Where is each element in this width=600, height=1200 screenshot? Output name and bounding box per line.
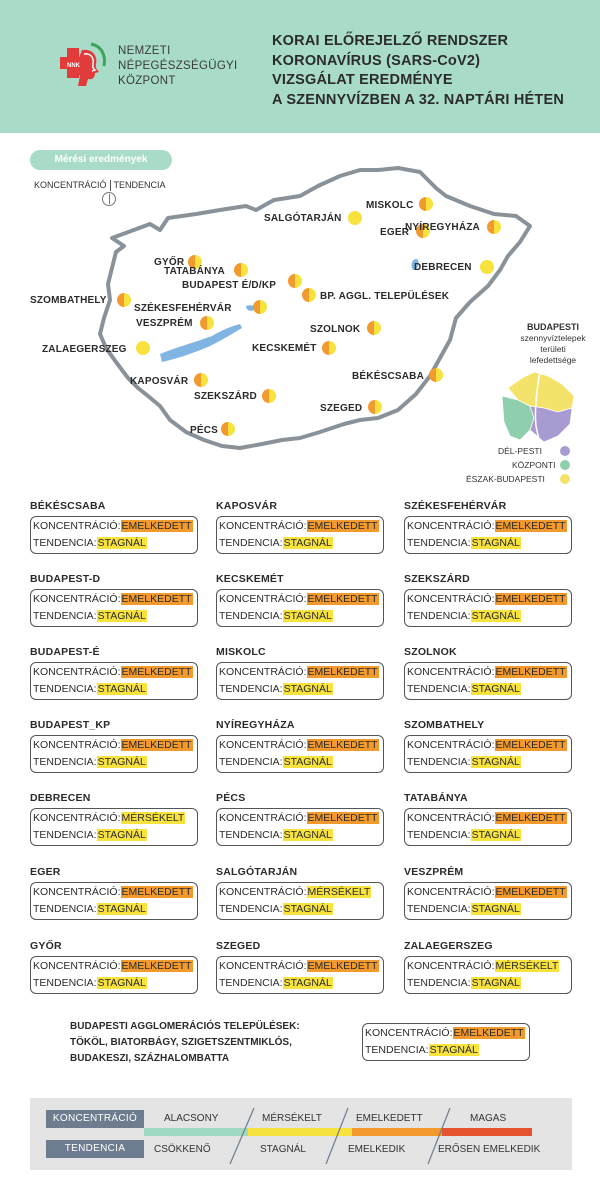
trend-row: [407, 756, 521, 768]
trend-row: [407, 829, 521, 841]
city-card: [404, 882, 572, 920]
inset-legend-eszak: ÉSZAK-BUDAPESTI: [466, 474, 545, 484]
map-city-indicator-icon: [288, 274, 302, 288]
conc-row: [219, 886, 371, 898]
map-city-label: VESZPRÉM: [136, 318, 193, 329]
city-card: [216, 735, 384, 773]
trend-value: STAGNÁL: [97, 537, 146, 549]
scale-csokkeno: CSÖKKENŐ: [154, 1144, 211, 1155]
agglomeration-text: [70, 1019, 300, 1067]
card-city-name: BUDAPEST_KP: [30, 719, 111, 731]
trend-row: [33, 977, 147, 989]
card-city-name: MISKOLC: [216, 646, 266, 658]
map-city-indicator-icon: [419, 197, 433, 211]
trend-label: TENDENCIA:: [365, 1044, 429, 1056]
conc-row: [407, 666, 567, 678]
legend-concentration: KONCENTRÁCIÓ: [34, 180, 107, 190]
map-city-indicator-icon: [322, 341, 336, 355]
budapest-inset-title: [508, 322, 598, 366]
conc-row: [219, 666, 379, 678]
trend-label: TENDENCIA:: [407, 903, 471, 915]
conc-row: [219, 593, 379, 605]
inset-title-line: BUDAPESTI: [526, 322, 579, 332]
trend-value: STAGNÁL: [283, 756, 332, 768]
map-city-label: EGER: [380, 227, 410, 238]
conc-value: EMELKEDETT: [307, 960, 378, 972]
conc-value: EMELKEDETT: [495, 886, 566, 898]
map-city-label: BÉKÉSCSABA: [352, 371, 425, 382]
conc-value: EMELKEDETT: [121, 739, 192, 751]
org-line: NEMZETI: [118, 45, 171, 57]
map-city-indicator-icon: [348, 211, 362, 225]
conc-row: [219, 960, 379, 972]
map-city-indicator-icon: [368, 400, 382, 414]
inset-title-line: területi: [540, 344, 566, 354]
logo-badge-text: NNK: [67, 63, 80, 69]
conc-value: MÉRSÉKELT: [495, 960, 559, 972]
conc-row: [407, 593, 567, 605]
trend-value: STAGNÁL: [471, 537, 520, 549]
trend-value: STAGNÁL: [283, 683, 332, 695]
conc-row: [33, 812, 185, 824]
city-card: [404, 956, 572, 994]
title-line: A SZENNYVÍZBEN A 32. NAPTÁRI HÉTEN: [272, 91, 564, 108]
card-city-name: SALGÓTARJÁN: [216, 866, 298, 878]
conc-label: KONCENTRÁCIÓ:: [219, 593, 307, 605]
kozponti-swatch: [560, 460, 570, 470]
agg-line: BUDAPESTI AGGLOMERÁCIÓS TELEPÜLÉSEK:: [70, 1021, 300, 1032]
city-card: [216, 956, 384, 994]
trend-row: [407, 610, 521, 622]
map-city-label: KAPOSVÁR: [130, 376, 189, 387]
map-city-indicator-icon: [117, 293, 131, 307]
conc-label: KONCENTRÁCIÓ:: [407, 812, 495, 824]
conc-row: [219, 520, 379, 532]
map-city-indicator-icon: [262, 389, 276, 403]
trend-value: STAGNÁL: [97, 977, 146, 989]
conc-value: EMELKEDETT: [495, 739, 566, 751]
trend-row: [219, 903, 333, 915]
conc-value: EMELKEDETT: [307, 666, 378, 678]
conc-label: KONCENTRÁCIÓ:: [33, 960, 121, 972]
trend-label: TENDENCIA:: [407, 829, 471, 841]
conc-row: [33, 960, 193, 972]
map-city-label: TATABÁNYA: [164, 266, 225, 277]
map-city-label: SZÉKESFEHÉRVÁR: [134, 303, 232, 314]
scale-stagnal: STAGNÁL: [260, 1144, 306, 1155]
trend-label: TENDENCIA:: [33, 829, 97, 841]
map-city-indicator-icon: [136, 341, 150, 355]
conc-row: [407, 520, 567, 532]
trend-label: TENDENCIA:: [219, 683, 283, 695]
conc-label: KONCENTRÁCIÓ:: [33, 520, 121, 532]
map-city-indicator-icon: [200, 316, 214, 330]
conc-value: EMELKEDETT: [307, 593, 378, 605]
trend-label: TENDENCIA:: [33, 683, 97, 695]
trend-row: [219, 829, 333, 841]
map-city-label: GYŐR: [154, 257, 185, 268]
trend-value: STAGNÁL: [283, 903, 332, 915]
conc-label: KONCENTRÁCIÓ:: [33, 812, 121, 824]
trend-label: TENDENCIA:: [407, 683, 471, 695]
trend-label: TENDENCIA:: [33, 903, 97, 915]
map-city-label: KECSKEMÉT: [252, 343, 317, 354]
scale-alacsony: ALACSONY: [164, 1113, 219, 1124]
trend-value: STAGNÁL: [283, 610, 332, 622]
conc-value: EMELKEDETT: [495, 812, 566, 824]
conc-label: KONCENTRÁCIÓ:: [407, 886, 495, 898]
map-city-label: ZALAEGERSZEG: [42, 344, 127, 355]
conc-label: KONCENTRÁCIÓ:: [219, 812, 307, 824]
city-card: [30, 882, 198, 920]
conc-value: EMELKEDETT: [307, 520, 378, 532]
card-city-name: KAPOSVÁR: [216, 500, 278, 512]
conc-row: [407, 960, 559, 972]
trend-label: TENDENCIA:: [33, 537, 97, 549]
trend-row: [219, 756, 333, 768]
conc-row: [219, 739, 379, 751]
trend-row: [407, 537, 521, 549]
conc-label: KONCENTRÁCIÓ:: [407, 960, 495, 972]
map-city-indicator-icon: [487, 220, 501, 234]
city-card: [30, 956, 198, 994]
map-city-indicator-icon: [234, 263, 248, 277]
agglomeration-card: [362, 1023, 530, 1061]
city-card: [216, 808, 384, 846]
trend-label: TENDENCIA:: [219, 829, 283, 841]
trend-row: [33, 537, 147, 549]
trend-value: STAGNÁL: [471, 829, 520, 841]
card-city-name: VESZPRÉM: [404, 866, 464, 878]
map-city-label: SALGÓTARJÁN: [264, 213, 342, 224]
inset-title-line: lefedettsége: [529, 355, 577, 365]
city-card: [30, 808, 198, 846]
map-city-label: BUDAPEST É/D/KP: [182, 280, 277, 291]
map-city-indicator-icon: [194, 373, 208, 387]
scale-emelkedik: EMELKEDIK: [348, 1144, 406, 1155]
eszak-budapesti-swatch: [560, 474, 570, 484]
trend-row: [219, 683, 333, 695]
map-city-indicator-icon: [221, 422, 235, 436]
scale-merseklet: MÉRSÉKELT: [262, 1113, 322, 1124]
trend-label: TENDENCIA:: [407, 977, 471, 989]
trend-value: STAGNÁL: [283, 977, 332, 989]
city-card: [216, 662, 384, 700]
map-city-label: SZOLNOK: [310, 324, 361, 335]
conc-value: EMELKEDETT: [121, 666, 192, 678]
map-city-label: DEBRECEN: [414, 262, 472, 273]
card-city-name: BUDAPEST-É: [30, 646, 100, 658]
trend-value: STAGNÁL: [97, 829, 146, 841]
trend-row: [33, 829, 147, 841]
card-city-name: BUDAPEST-D: [30, 573, 101, 585]
budapest-inset-map: [500, 366, 580, 446]
inset-title-line: szennyvíztelepek: [520, 333, 586, 343]
scale-trend-label: TENDENCIA: [46, 1140, 144, 1158]
conc-value: EMELKEDETT: [121, 886, 192, 898]
map-city-label: MISKOLC: [366, 200, 414, 211]
trend-label: TENDENCIA:: [33, 977, 97, 989]
org-line: NÉPEGÉSZSÉGÜGYI: [118, 60, 238, 72]
trend-value: STAGNÁL: [97, 756, 146, 768]
city-card: [404, 808, 572, 846]
conc-value: MÉRSÉKELT: [121, 812, 185, 824]
city-card: [404, 735, 572, 773]
title-line: KORAI ELŐREJELZŐ RENDSZER: [272, 33, 509, 49]
title-line: VIZSGÁLAT EREDMÉNYE: [272, 72, 453, 88]
city-card: [30, 735, 198, 773]
card-city-name: SZOLNOK: [404, 646, 457, 658]
conc-value: EMELKEDETT: [495, 520, 566, 532]
card-city-name: PÉCS: [216, 792, 246, 804]
card-city-name: SZÉKESFEHÉRVÁR: [404, 500, 507, 512]
trend-row: [33, 683, 147, 695]
trend-row: [365, 1044, 479, 1056]
trend-value: STAGNÁL: [283, 829, 332, 841]
city-card: [30, 662, 198, 700]
conc-row: [33, 593, 193, 605]
map-city-label: SZEGED: [320, 403, 363, 414]
trend-row: [407, 683, 521, 695]
agg-line: TÖKÖL, BIATORBÁGY, SZIGETSZENTMIKLÓS,: [70, 1037, 292, 1048]
city-card: [404, 516, 572, 554]
city-card: [216, 589, 384, 627]
legend-trend: TENDENCIA: [113, 180, 166, 190]
card-city-name: BÉKÉSCSABA: [30, 500, 106, 512]
trend-value: STAGNÁL: [97, 610, 146, 622]
section-pill: Mérési eredmények: [30, 150, 172, 170]
conc-value: EMELKEDETT: [495, 666, 566, 678]
card-city-name: GYŐR: [30, 940, 62, 952]
inset-legend-kozponti: KÖZPONTI: [512, 460, 556, 470]
map-city-label: BP. AGGL. TELEPÜLÉSEK: [320, 291, 450, 302]
agg-line: BUDAKESZI, SZÁZHALOMBATTA: [70, 1053, 230, 1064]
conc-label: KONCENTRÁCIÓ:: [219, 960, 307, 972]
city-card: [30, 516, 198, 554]
trend-value: STAGNÁL: [429, 1044, 478, 1056]
conc-label: KONCENTRÁCIÓ:: [219, 739, 307, 751]
conc-row: [407, 812, 567, 824]
card-city-name: SZOMBATHELY: [404, 719, 485, 731]
card-city-name: KECSKEMÉT: [216, 573, 284, 585]
city-card: [404, 662, 572, 700]
trend-value: STAGNÁL: [471, 610, 520, 622]
trend-label: TENDENCIA:: [407, 537, 471, 549]
city-card: [216, 882, 384, 920]
trend-row: [33, 903, 147, 915]
conc-label: KONCENTRÁCIÓ:: [365, 1027, 453, 1039]
trend-label: TENDENCIA:: [219, 977, 283, 989]
conc-row: [365, 1027, 525, 1039]
card-city-name: NYÍREGYHÁZA: [216, 719, 295, 731]
scale-erosen-emelkedik: ERŐSEN EMELKEDIK: [438, 1144, 541, 1155]
conc-value: EMELKEDETT: [307, 739, 378, 751]
scale-legend: [30, 1098, 572, 1170]
conc-label: KONCENTRÁCIÓ:: [33, 593, 121, 605]
conc-row: [33, 520, 193, 532]
map-city-indicator-icon: [367, 321, 381, 335]
conc-row: [33, 886, 193, 898]
conc-label: KONCENTRÁCIÓ:: [219, 666, 307, 678]
conc-value: EMELKEDETT: [121, 593, 192, 605]
trend-value: STAGNÁL: [97, 683, 146, 695]
conc-label: KONCENTRÁCIÓ:: [219, 520, 307, 532]
conc-label: KONCENTRÁCIÓ:: [33, 886, 121, 898]
city-card: [216, 516, 384, 554]
map-city-label: NYÍREGYHÁZA: [405, 222, 480, 233]
trend-row: [219, 537, 333, 549]
trend-row: [219, 610, 333, 622]
del-pesti-swatch: [560, 446, 570, 456]
card-city-name: TATABÁNYA: [404, 792, 468, 804]
card-city-name: ZALAEGERSZEG: [404, 940, 493, 952]
conc-value: EMELKEDETT: [121, 960, 192, 972]
map-city-label: PÉCS: [190, 425, 219, 436]
scale-emelkedett: EMELKEDETT: [356, 1113, 423, 1124]
conc-row: [33, 666, 193, 678]
trend-label: TENDENCIA:: [407, 756, 471, 768]
trend-label: TENDENCIA:: [33, 610, 97, 622]
conc-label: KONCENTRÁCIÓ:: [407, 666, 495, 678]
map-city-label: SZEKSZÁRD: [194, 391, 257, 402]
map-city-indicator-icon: [253, 300, 267, 314]
trend-row: [407, 977, 521, 989]
trend-row: [219, 977, 333, 989]
map-city-indicator-icon: [429, 368, 443, 382]
conc-label: KONCENTRÁCIÓ:: [33, 666, 121, 678]
conc-value: EMELKEDETT: [495, 593, 566, 605]
conc-row: [219, 812, 379, 824]
trend-label: TENDENCIA:: [219, 537, 283, 549]
conc-row: [407, 739, 567, 751]
card-city-name: EGER: [30, 866, 61, 878]
conc-value: EMELKEDETT: [121, 520, 192, 532]
scale-dividers: [30, 1098, 572, 1170]
trend-row: [407, 903, 521, 915]
map-city-label: SZOMBATHELY: [30, 295, 107, 306]
trend-row: [33, 610, 147, 622]
conc-value: EMELKEDETT: [307, 812, 378, 824]
conc-label: KONCENTRÁCIÓ:: [407, 739, 495, 751]
trend-label: TENDENCIA:: [219, 756, 283, 768]
map-city-indicator-icon: [480, 260, 494, 274]
card-city-name: DEBRECEN: [30, 792, 91, 804]
conc-label: KONCENTRÁCIÓ:: [33, 739, 121, 751]
trend-label: TENDENCIA:: [33, 756, 97, 768]
title-line: KORONAVÍRUS (SARS-CoV2): [272, 52, 481, 69]
trend-value: STAGNÁL: [283, 537, 332, 549]
card-city-name: SZEGED: [216, 940, 261, 952]
city-card: [404, 589, 572, 627]
trend-label: TENDENCIA:: [407, 610, 471, 622]
trend-value: STAGNÁL: [471, 756, 520, 768]
trend-label: TENDENCIA:: [219, 610, 283, 622]
map-city-indicator-icon: [302, 288, 316, 302]
scale-conc-label: KONCENTRÁCIÓ: [46, 1110, 144, 1128]
conc-value: MÉRSÉKELT: [307, 886, 371, 898]
scale-magas: MAGAS: [470, 1113, 507, 1124]
trend-value: STAGNÁL: [471, 683, 520, 695]
trend-value: STAGNÁL: [471, 903, 520, 915]
conc-label: KONCENTRÁCIÓ:: [407, 593, 495, 605]
conc-value: EMELKEDETT: [453, 1027, 524, 1039]
trend-value: STAGNÁL: [471, 977, 520, 989]
trend-label: TENDENCIA:: [219, 903, 283, 915]
city-card: [30, 589, 198, 627]
trend-value: STAGNÁL: [97, 903, 146, 915]
conc-row: [407, 886, 567, 898]
conc-label: KONCENTRÁCIÓ:: [407, 520, 495, 532]
trend-row: [33, 756, 147, 768]
conc-label: KONCENTRÁCIÓ:: [219, 886, 307, 898]
org-line: KÖZPONT: [118, 75, 176, 87]
card-city-name: SZEKSZÁRD: [404, 573, 470, 585]
conc-row: [33, 739, 193, 751]
inset-legend-del-pesti: DÉL-PESTI: [498, 446, 542, 456]
